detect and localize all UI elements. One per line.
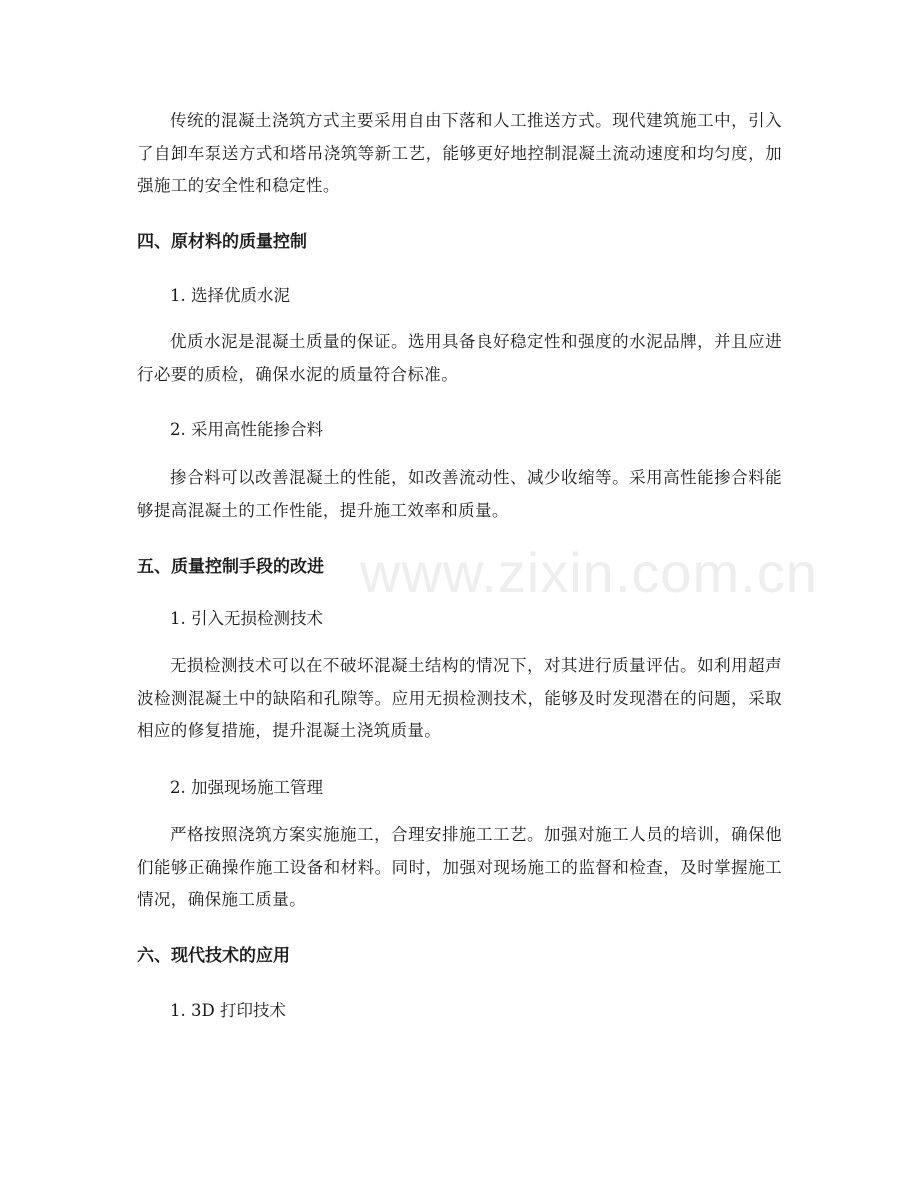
paragraph-ndt: 无损检测技术可以在不破坏混凝土结构的情况下，对其进行质量评估。如利用超声波检测混凝土中的缺陷和孔隙等。应用无损检测技术，能够及时发现潜在的问题，采取相应的修复措施，提升混凝土浇筑质量。 [137, 656, 782, 740]
section-heading-raw-materials: 四、原材料的质量控制 [137, 232, 307, 252]
paragraph-site-management: 严格按照浇筑方案实施施工，合理安排施工工艺。加强对施工人员的培训，确保他们能够正确操作施工设备和材料。同时，加强对现场施工的监督和检查，及时掌握施工情况，确保施工质量。 [137, 825, 782, 909]
subheading-site-management: 2. 加强现场施工管理 [170, 778, 323, 797]
watermark: www.zixin.com.cn [360, 541, 818, 604]
section-heading-modern-tech: 六、现代技术的应用 [137, 946, 290, 966]
subheading-admixtures: 2. 采用高性能掺合料 [170, 420, 323, 439]
subheading-3d-printing: 1. 3D 打印技术 [170, 1001, 286, 1020]
paragraph-pouring-methods: 传统的混凝土浇筑方式主要采用自由下落和人工推送方式。现代建筑施工中，引入了自卸车泵送方式和塔吊浇筑等新工艺，能够更好地控制混凝土流动速度和均匀度，加强施工的安全性和稳定性。 [137, 111, 782, 195]
paragraph-cement: 优质水泥是混凝土质量的保证。选用具备良好稳定性和强度的水泥品牌，并且应进行必要的质检，确保水泥的质量符合标准。 [137, 332, 782, 384]
section-heading-quality-control: 五、质量控制手段的改进 [137, 557, 324, 577]
subheading-cement: 1. 选择优质水泥 [170, 286, 290, 305]
paragraph-admixtures: 掺合料可以改善混凝土的性能，如改善流动性、减少收缩等。采用高性能掺合料能够提高混凝土的工作性能，提升施工效率和质量。 [137, 468, 782, 520]
subheading-ndt: 1. 引入无损检测技术 [170, 609, 323, 628]
